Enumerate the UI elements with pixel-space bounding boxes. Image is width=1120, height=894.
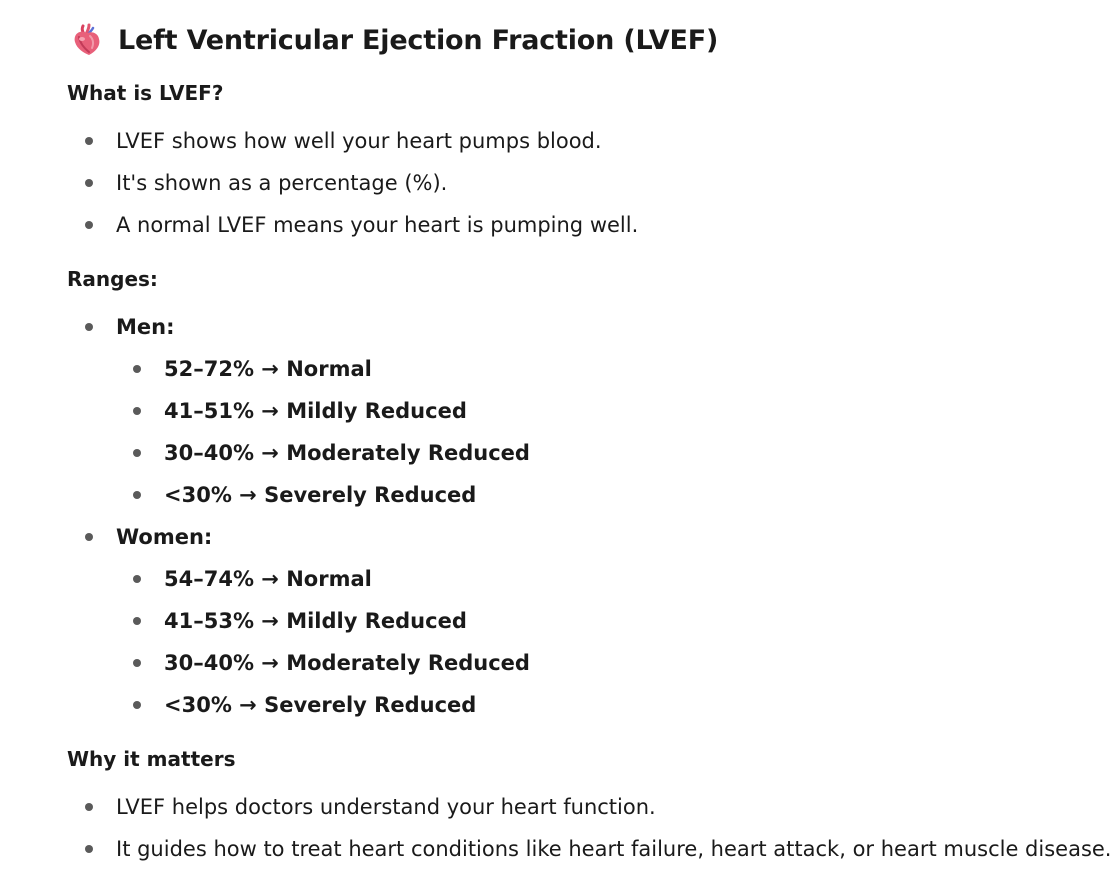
- range-item: [164, 354, 372, 384]
- page-title: [70, 18, 718, 62]
- bullet-icon: [133, 407, 141, 415]
- list-item: [116, 792, 656, 822]
- bullet-icon: [133, 491, 141, 499]
- list-item-women: [116, 522, 212, 552]
- list-item: [116, 210, 638, 240]
- range-item-text: 41–53% → Mildly Reduced: [164, 609, 467, 633]
- list-item-text: A normal LVEF means your heart is pumping well.: [116, 213, 639, 237]
- bullet-icon: [85, 221, 93, 229]
- range-item-text: 30–40% → Moderately Reduced: [164, 651, 530, 675]
- list-item-text: LVEF shows how well your heart pumps blood.: [116, 129, 602, 153]
- bullet-icon: [85, 803, 93, 811]
- list-item-text: Men:: [116, 315, 175, 339]
- list-item-text: LVEF helps doctors understand your heart function.: [116, 795, 656, 819]
- range-item-text: <30% → Severely Reduced: [164, 693, 477, 717]
- bullet-icon: [133, 659, 141, 667]
- bullet-icon: [85, 323, 93, 331]
- list-item: [116, 834, 1111, 864]
- list-item-text: It guides how to treat heart conditions like heart failure, heart attack, or heart muscle disease.: [116, 837, 1112, 861]
- bullet-icon: [85, 845, 93, 853]
- range-item-text: <30% → Severely Reduced: [164, 483, 477, 507]
- bullet-icon: [133, 449, 141, 457]
- range-item-text: 54–74% → Normal: [164, 567, 372, 591]
- bullet-icon: [133, 575, 141, 583]
- range-item-text: 30–40% → Moderately Reduced: [164, 441, 530, 465]
- list-item: [116, 126, 602, 156]
- bullet-icon: [85, 137, 93, 145]
- bullet-icon: [133, 365, 141, 373]
- list-item: [116, 168, 447, 198]
- range-item: [164, 648, 530, 678]
- range-item-text: 52–72% → Normal: [164, 357, 372, 381]
- range-item: [164, 606, 467, 636]
- bullet-icon: [133, 617, 141, 625]
- bullet-icon: [85, 533, 93, 541]
- bullet-icon: [133, 701, 141, 709]
- range-item: [164, 438, 530, 468]
- list-item-men: [116, 312, 175, 342]
- section-heading-ranges: Ranges:: [67, 267, 158, 291]
- range-item: [164, 690, 476, 720]
- list-item-text: Women:: [116, 525, 213, 549]
- section-heading-what-is: What is LVEF?: [67, 81, 224, 105]
- anatomical-heart-icon: [70, 23, 104, 57]
- range-item-text: 41–51% → Mildly Reduced: [164, 399, 467, 423]
- bullet-icon: [85, 179, 93, 187]
- page-title-text: Left Ventricular Ejection Fraction (LVEF): [118, 24, 719, 56]
- range-item: [164, 396, 467, 426]
- section-heading-why: Why it matters: [67, 747, 236, 771]
- list-item-text: It's shown as a percentage (%).: [116, 171, 448, 195]
- range-item: [164, 480, 476, 510]
- range-item: [164, 564, 372, 594]
